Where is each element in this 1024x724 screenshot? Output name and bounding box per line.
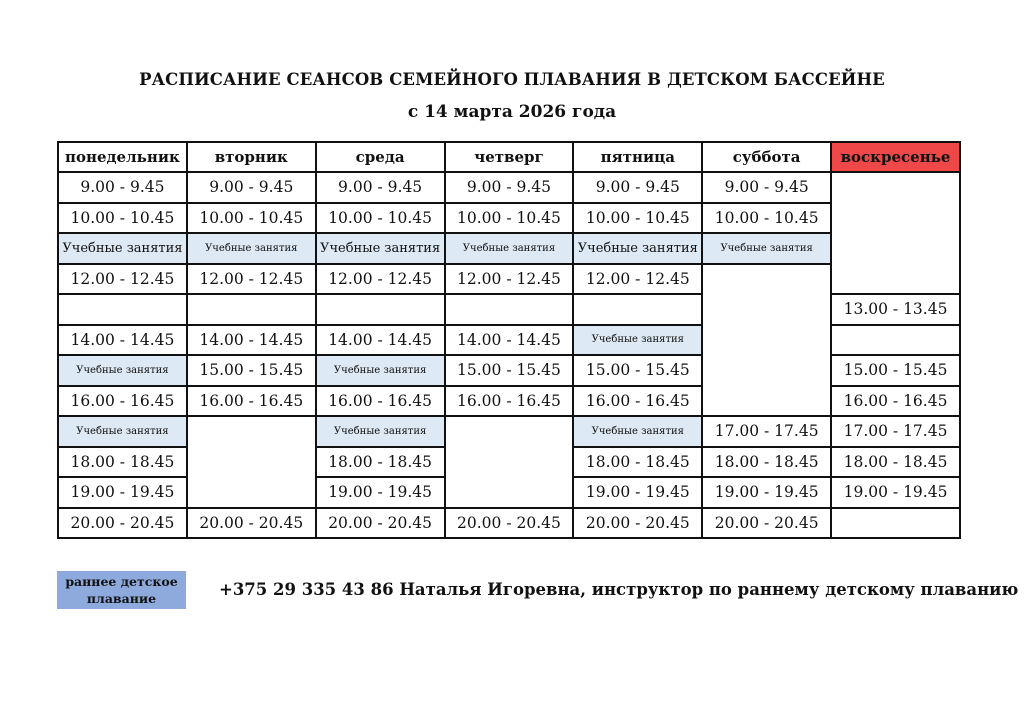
empty-cell xyxy=(702,264,831,417)
session-time-cell: 16.00 - 16.45 xyxy=(445,386,574,417)
session-time-cell: 14.00 - 14.45 xyxy=(445,325,574,356)
session-time-cell: 16.00 - 16.45 xyxy=(573,386,702,417)
empty-cell xyxy=(445,294,574,325)
session-time-cell: 16.00 - 16.45 xyxy=(58,386,187,417)
session-time-cell: 9.00 - 9.45 xyxy=(187,172,316,203)
session-time-cell: 20.00 - 20.45 xyxy=(573,508,702,539)
table-row xyxy=(58,233,960,264)
header-row xyxy=(58,142,960,172)
schedule-body xyxy=(58,172,960,538)
session-time-cell: 18.00 - 18.45 xyxy=(573,447,702,478)
session-time-cell: 12.00 - 12.45 xyxy=(316,264,445,295)
schedule-table xyxy=(57,141,961,539)
lesson-cell: Учебные занятия xyxy=(316,233,445,264)
session-time-cell: 10.00 - 10.45 xyxy=(187,203,316,234)
session-time-cell: 14.00 - 14.45 xyxy=(316,325,445,356)
session-time-cell: 18.00 - 18.45 xyxy=(831,447,960,478)
table-row xyxy=(58,264,960,295)
session-time-cell: 9.00 - 9.45 xyxy=(316,172,445,203)
session-time-cell: 10.00 - 10.45 xyxy=(702,203,831,234)
empty-cell xyxy=(831,172,960,294)
session-time-cell: 15.00 - 15.45 xyxy=(831,355,960,386)
session-time-cell: 10.00 - 10.45 xyxy=(445,203,574,234)
lesson-cell: Учебные занятия xyxy=(573,233,702,264)
empty-cell xyxy=(58,294,187,325)
session-time-cell: 15.00 - 15.45 xyxy=(187,355,316,386)
session-time-cell: 18.00 - 18.45 xyxy=(316,447,445,478)
session-time-cell: 16.00 - 16.45 xyxy=(187,386,316,417)
day-header: пятница xyxy=(573,142,702,172)
day-header: вторник xyxy=(187,142,316,172)
session-time-cell: 19.00 - 19.45 xyxy=(831,477,960,508)
session-time-cell: 20.00 - 20.45 xyxy=(187,508,316,539)
legend-early-swimming xyxy=(57,571,186,609)
lesson-cell: Учебные занятия xyxy=(316,355,445,386)
session-time-cell: 17.00 - 17.45 xyxy=(831,416,960,447)
day-header: понедельник xyxy=(58,142,187,172)
empty-cell xyxy=(187,416,316,508)
session-time-cell: 14.00 - 14.45 xyxy=(187,325,316,356)
page-subtitle: с 14 марта 2026 года xyxy=(407,102,617,122)
empty-cell xyxy=(316,294,445,325)
table-row xyxy=(58,416,960,447)
contact-info: +375 29 335 43 86 Наталья Игоревна, инструктор по раннему детскому плаванию xyxy=(219,580,1019,599)
session-time-cell: 9.00 - 9.45 xyxy=(58,172,187,203)
session-time-cell: 9.00 - 9.45 xyxy=(702,172,831,203)
lesson-cell: Учебные занятия xyxy=(573,416,702,447)
page-title: РАСПИСАНИЕ СЕАНСОВ СЕМЕЙНОГО ПЛАВАНИЯ В ДЕТСКОМ БАССЕЙНЕ xyxy=(139,70,885,89)
session-time-cell: 20.00 - 20.45 xyxy=(445,508,574,539)
lesson-cell: Учебные занятия xyxy=(187,233,316,264)
session-time-cell: 12.00 - 12.45 xyxy=(445,264,574,295)
session-time-cell: 10.00 - 10.45 xyxy=(316,203,445,234)
lesson-cell: Учебные занятия xyxy=(58,416,187,447)
session-time-cell: 12.00 - 12.45 xyxy=(58,264,187,295)
session-time-cell: 18.00 - 18.45 xyxy=(702,447,831,478)
session-time-cell: 12.00 - 12.45 xyxy=(187,264,316,295)
lesson-cell: Учебные занятия xyxy=(445,233,574,264)
table-row xyxy=(58,203,960,234)
empty-cell xyxy=(445,416,574,508)
lesson-cell: Учебные занятия xyxy=(316,416,445,447)
session-time-cell: 19.00 - 19.45 xyxy=(58,477,187,508)
legend-line-1: раннее детское xyxy=(65,574,178,589)
session-time-cell: 15.00 - 15.45 xyxy=(573,355,702,386)
session-time-cell: 17.00 - 17.45 xyxy=(702,416,831,447)
session-time-cell: 16.00 - 16.45 xyxy=(316,386,445,417)
session-time-cell: 18.00 - 18.45 xyxy=(58,447,187,478)
session-time-cell: 13.00 - 13.45 xyxy=(831,294,960,325)
session-time-cell: 20.00 - 20.45 xyxy=(316,508,445,539)
session-time-cell: 10.00 - 10.45 xyxy=(58,203,187,234)
session-time-cell: 19.00 - 19.45 xyxy=(702,477,831,508)
day-header: воскресенье xyxy=(831,142,960,172)
session-time-cell: 14.00 - 14.45 xyxy=(58,325,187,356)
day-header: среда xyxy=(316,142,445,172)
empty-cell xyxy=(573,294,702,325)
session-time-cell: 9.00 - 9.45 xyxy=(445,172,574,203)
lesson-cell: Учебные занятия xyxy=(573,325,702,356)
session-time-cell: 19.00 - 19.45 xyxy=(316,477,445,508)
session-time-cell: 9.00 - 9.45 xyxy=(573,172,702,203)
lesson-cell: Учебные занятия xyxy=(58,233,187,264)
session-time-cell: 20.00 - 20.45 xyxy=(58,508,187,539)
day-header: суббота xyxy=(702,142,831,172)
session-time-cell: 20.00 - 20.45 xyxy=(702,508,831,539)
empty-cell xyxy=(187,294,316,325)
session-time-cell: 19.00 - 19.45 xyxy=(573,477,702,508)
session-time-cell: 16.00 - 16.45 xyxy=(831,386,960,417)
legend-line-2: плавание xyxy=(86,591,157,606)
session-time-cell: 12.00 - 12.45 xyxy=(573,264,702,295)
session-time-cell: 10.00 - 10.45 xyxy=(573,203,702,234)
empty-cell xyxy=(831,508,960,539)
lesson-cell: Учебные занятия xyxy=(58,355,187,386)
day-header: четверг xyxy=(445,142,574,172)
lesson-cell: Учебные занятия xyxy=(702,233,831,264)
table-row xyxy=(58,508,960,539)
empty-cell xyxy=(831,325,960,356)
table-row xyxy=(58,172,960,203)
session-time-cell: 15.00 - 15.45 xyxy=(445,355,574,386)
